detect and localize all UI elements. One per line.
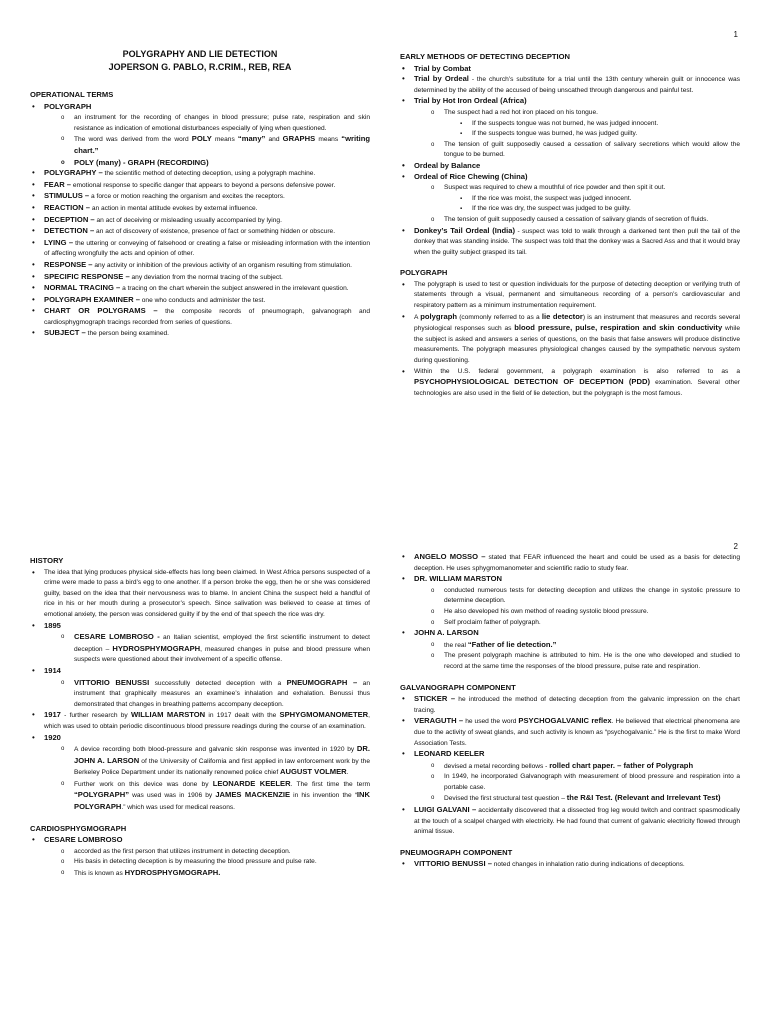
section-heading-cardiosphygmograph: CARDIOSPHYGMOGRAPH [30,823,127,833]
list-item: • VERAGUTH – he used the word PSYCHOGALVANIC reflex. He believed that electrical phenomena are due to the activity of sweat glands, and such activity is known as “psychogalvanic.” He is the first to make Word Association Tests. [400,716,740,749]
term-polygraph: POLYGRAPH [44,101,92,111]
sub-item: o POLY (many) - GRAPH (RECORDING) [44,158,370,169]
list-item: • A polygraph (commonly referred to as a lie detector) is an instrument that measures and records several physiological responses such as blood pressure, pulse, respiration and skin conductivity while the subject is asked and answers a series of questions, on the basis that false answers will produce distinctive measurements. The polygraph measures physiological changes caused by the sympathetic nervous system during questioning. [400,312,740,367]
list-item: • Ordeal of Rice Chewing (China) o Suspect was required to chew a mouthful of rice powder and then spit it out. ▪ If the rice was moist, the suspect was judged innocent. ▪ If the rice was dry, the suspect was judged to be guilty. o The tension of guilt supposedly caused a cessation of salivary glands of secretion of fluids. [400,172,740,226]
section-heading-polygraph: POLYGRAPH [400,268,448,278]
list-item: • The idea that lying produces physical side-effects has long been claimed. In West Africa persons suspected of a crime were made to pass a bird’s egg to one another. If a person broke the egg, then he or she was considered guilty, based on the idea that their nervousness was to blame. In ancient China the suspect held a handful of rice in his or her mouth during a prosecutor’s speech. Since salivation was believed to cease at times of emotional anxiety, the person was considered guilty if by the end of that speech the rice was dry. [30,568,370,621]
sub-sub-item: ▪ If the rice was moist, the suspect was judged innocent. [414,194,740,205]
list-item: • POLYGRAPHY – the scientific method of detecting deception, using a polygraph machine. [30,168,370,180]
list-item: • FEAR – emotional response to specific danger that appears to beyond a persons defensive power. [30,180,370,192]
list-item: • Within the U.S. federal government, a polygraph examination is also referred to as a PSYCHOPHYSIOLOGICAL DETECTION OF DECEPTION (PDD) examination. Several other technologies are also used in the field of lie detection, but the polygraph is the most famous. [400,367,740,400]
list-item: • STICKER – he introduced the method of detecting deception from the galvanic impression on the chart tracing. [400,694,740,716]
left-column [30,552,370,880]
sub-sub-item: ▪ If the suspects tongue was burned, he was judged guilty. [414,129,740,140]
operational-terms-list [30,102,370,340]
list-item: • POLYGRAPH EXAMINER – one who conducts and administer the test. [30,295,370,307]
pneumograph-list [400,859,740,871]
list-item: • LYING – the uttering or conveying of falsehood or creating a false or misleading information with the intention of affecting wrongfully the acts and opinion of other. [30,238,370,260]
document-author: JOPERSON G. PABLO, R.CRIM., REB, REA [108,62,292,72]
early-methods-list [400,64,740,259]
list-item: • Trial by Hot Iron Ordeal (Africa) o The suspect had a red hot iron placed on his tongue. ▪ If the suspects tongue was not burned, he was judged innocent. ▪ If the suspects tongue was burned, he was judged guilty. o The tension of guilt supposedly caused a cessation of salivary secretions which would allow the tongue to be burned. [400,96,740,161]
list-item: • DR. WILLIAM MARSTON o conducted numerous tests for detecting deception and utilizes the change in systolic pressure to determine deception. o He also developed his own method of reading systolic blood pressure. o Self proclaim father of polygraph. [400,574,740,628]
list-item: • Trial by Ordeal - the church’s substitute for a trial until the 13th century wherein guilt or innocence was determined by the ability of the accused of being unscathed through dangerous and painful test. [400,74,740,96]
sub-item: o He also developed his own method of reading systolic blood pressure. [414,607,740,618]
cardiosphygmograph-list [30,835,370,879]
sub-item: o Suspect was required to chew a mouthful of rice powder and then spit it out. ▪ If the rice was moist, the suspect was judged innocent. ▪ If the rice was dry, the suspect was judged to be guilty. [414,183,740,215]
left-column [30,48,370,340]
list-item: • LEONARD KEELER o devised a metal recording bellows - rolled chart paper. – father of Polygraph o In 1949, he incorporated Galvanograph with measurement of blood pressure and respiration into a portable case. o Devised the first structural test question – the R&I Test. (Relevant and Irrelevant Test) [400,749,740,805]
sub-item: o A device recording both blood-pressure and galvanic skin response was invented in 1920 by DR. JOHN A. LARSON of the University of California and first applied in law enforcement work by the Berkeley Police Department under its nationally renowned police chief AUGUST VOLMER. [44,744,370,779]
list-item: • 1917 - further research by WILLIAM MARSTON in 1917 dealt with the SPHYGMOMANOMETER, which was used to obtain periodic discontinuous blood pressure readings during the course of an examination. [30,710,370,732]
sub-item: o The word was derived from the word POLY means “many” and GRAPHS means “writing chart.” [44,134,370,157]
document-title: POLYGRAPHY AND LIE DETECTION [122,49,278,59]
sub-item: o VITTORIO BENUSSI successfully detected deception with a PNEUMOGRAPH – an instrument that graphically measures an examinee’s inhalation and exhalation. Benussi thus demonstrated that changes in breathing patterns accompany deception. [44,678,370,711]
sub-item: o devised a metal recording bellows - rolled chart paper. – father of Polygraph [414,761,740,773]
section-heading-pneumograph: PNEUMOGRAPH COMPONENT [400,847,513,857]
list-item [30,102,370,169]
section-heading-operational-terms: OPERATIONAL TERMS [30,90,114,99]
sub-item: o accorded as the first person that utilizes instrument in detecting deception. [44,847,370,858]
pioneers-list [400,552,740,673]
sub-item: o the real “Father of lie detection.” [414,640,740,652]
sub-item: o an instrument for the recording of changes in blood pressure; pulse rate, respiration and skin resistance as indication of emotional disturbances especially of lying when questioned. [44,113,370,134]
polygraph-list [400,280,740,400]
page-number: 1 [733,30,738,39]
sub-item: o The present polygraph machine is attributed to him. He is the one who developed and studied to record at the same time the responses of the blood pressure, pulse rate and respiration. [414,651,740,672]
list-item: • CHART OR POLYGRAMS – the composite records of pneumograph, galvanograph and cardiosphygmograph tracings recorded from series of questions. [30,306,370,328]
list-item: • The polygraph is used to test or question individuals for the purpose of detecting deception or verifying truth of statements through a visual, permanent and simultaneous recording of a person’s cardiovascular and respiratory pattern as a minimum instrumentation requirement. [400,280,740,312]
list-item: • VITTORIO BENUSSI – noted changes in inhalation ratio during indications of deceptions. [400,859,740,871]
sub-item: o This is known as HYDROSPHYGMOGRAPH. [44,868,370,880]
sub-sub-item: ▪ If the rice was dry, the suspect was judged to be guilty. [414,204,740,215]
history-list [30,568,370,814]
galvanograph-list [400,694,740,838]
list-item: • DETECTION – an act of discovery of existence, presence of fact or something hidden or obscure. [30,226,370,238]
list-item: • CESARE LOMBROSO o accorded as the first person that utilizes instrument in detecting deception. o His basis in detecting deception is by measuring the blood pressure and pulse rate. o This is known as HYDROSPHYGMOGRAPH. [30,835,370,879]
list-item: • LUIGI GALVANI – accidentally discovered that a dissected frog leg would twitch and contract spasmodically at the touch of a scalpel charged with electricity. He had found that current of galvanic electricity flowed through animal tissue. [400,805,740,838]
right-column [400,552,740,871]
list-item: • SUBJECT – the person being examined. [30,328,370,340]
list-item: • Donkey’s Tail Ordeal (India) - suspect was told to walk through a darkened tent then pull the tail of the donkey that was standing inside. The suspect was told that the donkey was a Sacred Ass and that it would bray when the guilty subject grasped its tail. [400,226,740,259]
sub-item: o The suspect had a red hot iron placed on his tongue. ▪ If the suspects tongue was not burned, he was judged innocent. ▪ If the suspects tongue was burned, he was judged guilty. [414,108,740,140]
section-heading-early-methods: EARLY METHODS OF DETECTING DECEPTION [400,52,571,61]
list-item: • 1920 o A device recording both blood-pressure and galvanic skin response was invented in 1920 by DR. JOHN A. LARSON of the University of California and first applied in law enforcement work by the Berkeley Police Department under its nationally renowned police chief AUGUST VOLMER. o Further work on this device was done by LEONARDE KEELER. The first time the term “POLYGRAPH” was used was in 1906 by JAMES MACKENZIE in his invention the “INK POLYGRAPH.” which was used for medical reasons. [30,733,370,814]
sub-item: o conducted numerous tests for detecting deception and utilizes the change in systolic pressure to determine deception. [414,586,740,607]
sub-item: o His basis in detecting deception is by measuring the blood pressure and pulse rate. [44,857,370,868]
sub-item: o The tension of guilt supposedly caused a cessation of salivary secretions which would allow the tongue to be burned. [414,140,740,161]
list-item: • 1914 o VITTORIO BENUSSI successfully detected deception with a PNEUMOGRAPH – an instrument that graphically measures an examinee’s inhalation and exhalation. Benussi thus demonstrated that changes in breathing patterns accompany deception. [30,666,370,710]
list-item: • RESPONSE – any activity or inhibition of the previous activity of an organism resulting from stimulation. [30,260,370,272]
list-item: • 1895 o CESARE LOMBROSO - an Italian scientist, employed the first scientific instrument to detect deception – HYDROSPHYMOGRAPH, measured changes in pulse and blood pressure when suspects were questioned about their involvement of a specific offense. [30,621,370,666]
list-item: • Ordeal by Balance [400,161,740,172]
section-heading-galvanograph: GALVANOGRAPH COMPONENT [400,682,516,692]
list-item: • ANGELO MOSSO – stated that FEAR influenced the heart and could be used as a basis for detecting deception. He uses sphygmomanometer and scientific radio to study fear. [400,552,740,574]
right-column [400,48,740,399]
sub-sub-item: ▪ If the suspects tongue was not burned, he was judged innocent. [414,119,740,130]
sub-item: o CESARE LOMBROSO - an Italian scientist, employed the first scientific instrument to detect deception – HYDROSPHYMOGRAPH, measured changes in pulse and blood pressure when suspects were questioned about their involvement of a specific offense. [44,632,370,666]
sub-item: o In 1949, he incorporated Galvanograph with measurement of blood pressure and respiration into a portable case. [414,772,740,793]
list-item: • Trial by Combat [400,64,740,75]
list-item: • STIMULUS – a force or motion reaching the organism and excites the receptors. [30,191,370,203]
sub-item: o Further work on this device was done by LEONARDE KEELER. The first time the term “POLYGRAPH” was used was in 1906 by JAMES MACKENZIE in his invention the “INK POLYGRAPH.” which was used for medical reasons. [44,779,370,814]
sub-item: o Self proclaim father of polygraph. [414,618,740,629]
document-page-2 [0,512,768,1024]
list-item: • NORMAL TRACING – a tracing on the chart wherein the subject answered in the irrelevant question. [30,283,370,295]
sub-item: o The tension of guilt supposedly caused a cessation of salivary glands of secretion of fluids. [414,215,740,226]
list-item: • DECEPTION – an act of deceiving or misleading usually accompanied by lying. [30,215,370,227]
sub-item: o Devised the first structural test question – the R&I Test. (Relevant and Irrelevant Test) [414,793,740,805]
section-heading-history: HISTORY [30,556,64,565]
list-item: • REACTION – an action in mental attitude evokes by external influence. [30,203,370,215]
page-number: 2 [733,542,738,551]
list-item: • SPECIFIC RESPONSE – any deviation from the normal tracing of the subject. [30,272,370,284]
list-item: • JOHN A. LARSON o the real “Father of lie detection.” o The present polygraph machine is attributed to him. He is the one who developed and studied to record at the same time the responses of the blood pressure, pulse rate and respiration. [400,628,740,672]
